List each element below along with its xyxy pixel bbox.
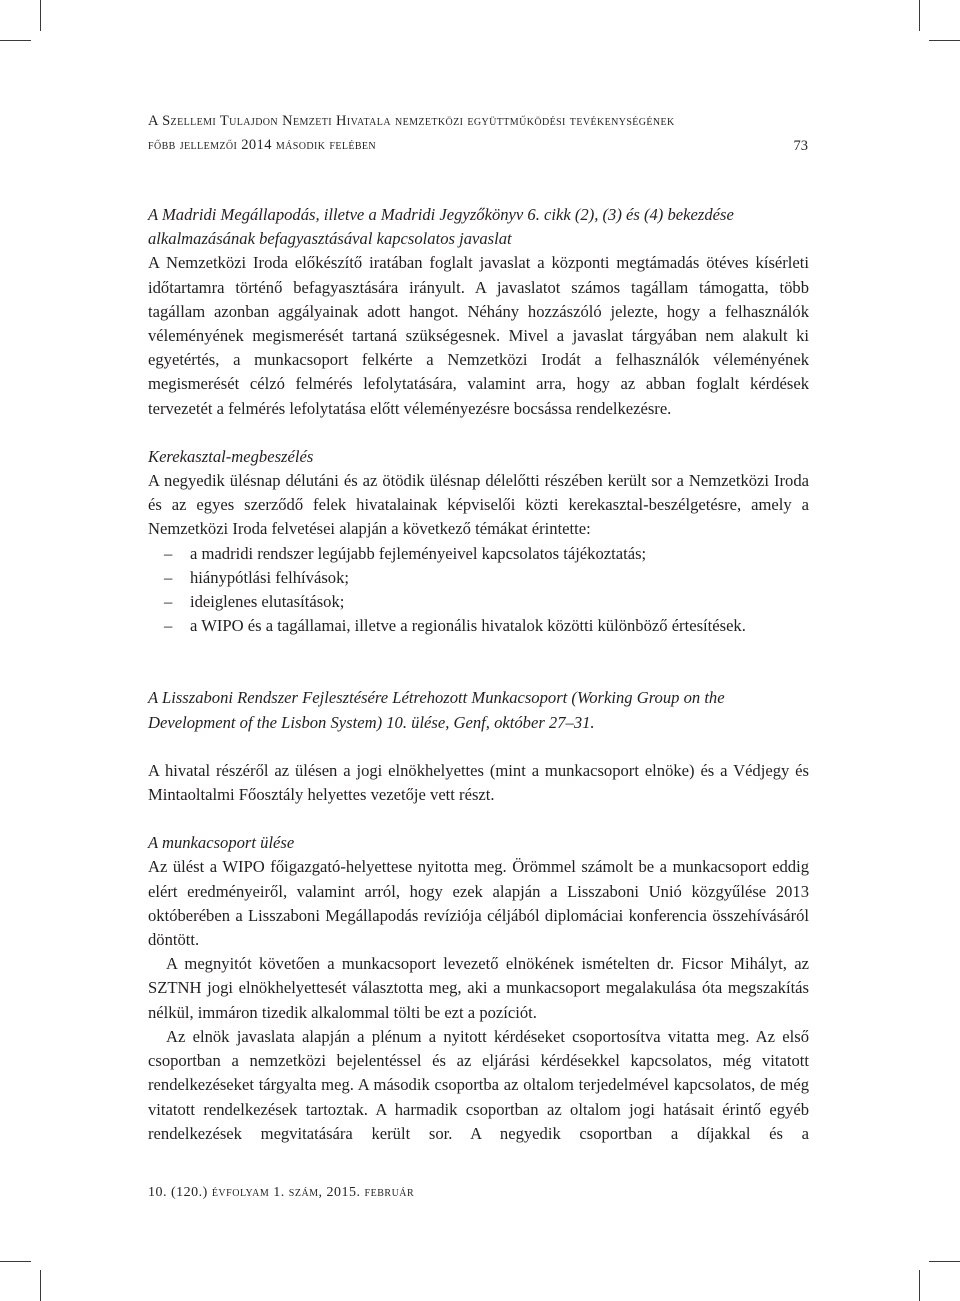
session-paragraph-1: Az ülést a WIPO főigazgató-helyettese nyitotta meg. Örömmel számolt be a munkacsoport eddig elért eredményeiről, valamint arról, hogy ezek alapján a Lisszaboni Unió közgyűlése 2013 októberében a Lisszaboni Megállapodás revíziója céljából diplomáciai konferencia összehívásáról döntött. [148, 857, 809, 950]
session-heading: A munkacsoport ülése [148, 833, 295, 853]
session-paragraph-2: A megnyitót követően a munkacsoport levezető elnökének ismételten dr. Ficsor Mihályt, az SZTNH jogi elnökhelyettesét választotta meg, aki a munkacsoport megalakulása óta megszakítás nélkül, immáron tizedik alkalommal tölti be ezt a pozíciót. [148, 954, 809, 1022]
crop-mark-bottom-right-horizontal [929, 1261, 960, 1262]
list-item: – hiánypótlási felhívások; [148, 566, 809, 590]
crop-mark-bottom-right-vertical [919, 1270, 920, 1301]
crop-mark-bottom-left-horizontal [0, 1261, 31, 1262]
madrid-heading-line-1: A Madridi Megállapodás, illetve a Madridi Jegyzőkönyv 6. cikk (2), (3) és (4) bekezdése [148, 205, 734, 224]
running-head-line-1: A Szellemi Tulajdon Nemzeti Hivatala nemzetközi együttműködési tevékenységének [148, 113, 675, 129]
lisbon-paragraph: A hivatal részéről az ülésen a jogi elnökhelyettes (mint a munkacsoport elnöke) és a Védjegy és Mintaoltalmi Főosztály helyettes vezetője vett részt. [148, 760, 809, 805]
running-head [148, 109, 813, 157]
crop-mark-top-left-vertical [40, 0, 41, 31]
roundtable-paragraph: A negyedik ülésnap délutáni és az ötödik ülésnap délelőtti részében került sor a Nemzetközi Iroda és az egyes szerződő felek hivatalainak képviselői közti kerekasztal-beszélgetésre, amely a Nemzetközi Iroda felvetései alapján a következő témákat érintette: [148, 471, 809, 539]
crop-mark-top-right-vertical [919, 0, 920, 31]
page-content [148, 203, 809, 1146]
list-item: – a WIPO és a tagállamai, illetve a regionális hivatalok közötti különböző értesítések. [148, 614, 809, 638]
session-paragraph-3: Az elnök javaslata alapján a plénum a nyitott kérdéseket csoportosítva vitatta meg. Az első csoportban a nemzetközi bejelentéssel és az eljárási kérdésekkel kapcsolatos, még vitatott rendelkezéseket tárgyalta meg. A második csoportba az oltalom terjedelmével kapcsolatos, de még vitatott rendelkezések tartoztak. A harmadik csoportban az oltalom jogi hatásait érintő egyéb rendelkezések megvitatására került sor. A negyedik csoportban a díjakkal és a [148, 1026, 809, 1143]
madrid-paragraph: A Nemzetközi Iroda előkészítő iratában foglalt javaslat a központi megtámadás ötéves kísérleti időtartamra történő befagyasztására irányult. A javaslatot számos tagállam támogatta, több tagállam azonban aggályainak adott hangot. Néhány hozzászóló jelezte, hogy a felhasználók véleményének megismerését tartaná szükségesnek. Mivel a javaslat tárgyában nem alakult ki egyetértés, a munkacsoport felkérte a Nemzetközi Irodát a felhasználók véleményének megismerését célzó felmérés lefolytatására, valamint arra, hogy az abban foglalt kérdések tervezetét a felmérés lefolytatása előtt véleményezésre bocsássa rendelkezésre. [148, 253, 809, 418]
roundtable-heading: Kerekasztal-megbeszélés [148, 446, 314, 466]
list-item: – a madridi rendszer legújabb fejleményeivel kapcsolatos tájékoztatás; [148, 542, 809, 566]
madrid-heading [148, 203, 809, 251]
footer-issue: 10. (120.) évfolyam 1. szám, 2015. február [148, 1185, 415, 1200]
running-head-line-2: főbb jellemzői 2014 második felében [148, 137, 377, 153]
page-number: 73 [793, 138, 808, 154]
crop-mark-top-right-horizontal [929, 40, 960, 41]
roundtable-topic-list [148, 542, 809, 639]
crop-mark-top-left-horizontal [0, 40, 31, 41]
lisbon-heading: A Lisszaboni Rendszer Fejlesztésére Létrehozott Munkacsoport (Working Group on the Development of the Lisbon System) 10. ülése, Genf, október 27–31. [148, 688, 725, 732]
list-item: – ideiglenes elutasítások; [148, 590, 809, 614]
madrid-heading-line-2: alkalmazásának befagyasztásával kapcsolatos javaslat [148, 229, 512, 249]
crop-mark-bottom-left-vertical [40, 1270, 41, 1301]
